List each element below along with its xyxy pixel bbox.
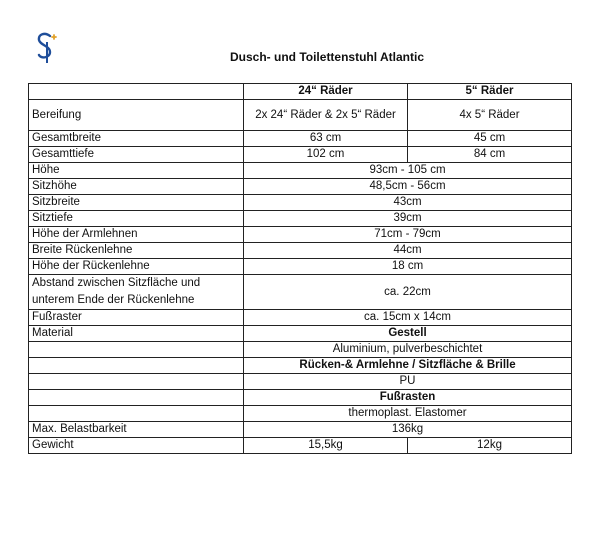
row-rueckenbreite [29,243,572,259]
row-label: Gewicht [29,438,244,454]
cell-24: 15,5kg [244,438,408,454]
row-material-ruecken [29,374,572,390]
cell-24: 2x 24“ Räder & 2x 5“ Räder [244,100,408,131]
header-5-zoll: 5“ Räder [408,84,572,100]
row-label: Max. Belastbarkeit [29,422,244,438]
empty-label-cell [29,406,244,422]
row-label-line2: unterem Ende der Rückenlehne [32,294,195,306]
row-label: Gesamttiefe [29,147,244,163]
row-armlehnen [29,227,572,243]
empty-label-cell [29,390,244,406]
row-label: Sitzhöhe [29,179,244,195]
material-fussrasten-header: Fußrasten [244,390,572,406]
row-label [29,275,244,310]
cell-value: 93cm - 105 cm [244,163,572,179]
row-sitzhoehe [29,179,572,195]
row-material [29,326,572,342]
header-empty-cell [29,84,244,100]
row-material-gestell [29,342,572,358]
cell-value: 136kg [244,422,572,438]
cell-24: 63 cm [244,131,408,147]
row-gesamtbreite [29,131,572,147]
row-label-line1: Abstand zwischen Sitzfläche und [32,277,201,289]
row-label: Höhe der Armlehnen [29,227,244,243]
cell-value: thermoplast. Elastomer [244,406,572,422]
material-gestell-header: Gestell [244,326,572,342]
row-sitztiefe [29,211,572,227]
row-label: Sitztiefe [29,211,244,227]
row-label: Material [29,326,244,342]
cell-value: 43cm [244,195,572,211]
cell-5: 12kg [408,438,572,454]
cell-value: ca. 22cm [244,275,572,310]
row-gesamttiefe [29,147,572,163]
cell-24: 102 cm [244,147,408,163]
row-fussraster [29,310,572,326]
row-material-fussrasten [29,406,572,422]
row-label: Gesamtbreite [29,131,244,147]
row-label: Fußraster [29,310,244,326]
row-belastbarkeit [29,422,572,438]
row-label: Sitzbreite [29,195,244,211]
cell-value: 18 cm [244,259,572,275]
row-label: Höhe [29,163,244,179]
cell-value: 48,5cm - 56cm [244,179,572,195]
table-header-row [29,84,572,100]
row-label: Höhe der Rückenlehne [29,259,244,275]
row-gewicht [29,438,572,454]
row-hoehe [29,163,572,179]
cell-value: 39cm [244,211,572,227]
cell-5: 84 cm [408,147,572,163]
row-bereifung [29,100,572,131]
cell-5: 45 cm [408,131,572,147]
row-rueckenhoehe [29,259,572,275]
cell-value: 71cm - 79cm [244,227,572,243]
document-title: Dusch- und Toilettenstuhl Atlantic [230,50,424,64]
cell-value: ca. 15cm x 14cm [244,310,572,326]
empty-label-cell [29,342,244,358]
cell-value: 44cm [244,243,572,259]
cell-value: Aluminium, pulverbeschichtet [244,342,572,358]
cell-5: 4x 5“ Räder [408,100,572,131]
row-sitzbreite [29,195,572,211]
row-abstand [29,275,572,310]
cell-value: PU [244,374,572,390]
header-24-zoll: 24“ Räder [244,84,408,100]
spec-table [28,83,572,454]
company-logo-icon [36,30,58,64]
empty-label-cell [29,358,244,374]
empty-label-cell [29,374,244,390]
row-label: Breite Rückenlehne [29,243,244,259]
row-label: Bereifung [29,100,244,131]
material-ruecken-header: Rücken-& Armlehne / Sitzfläche & Brille [244,358,572,374]
row-material-ruecken-header [29,358,572,374]
row-material-fussrasten-header [29,390,572,406]
